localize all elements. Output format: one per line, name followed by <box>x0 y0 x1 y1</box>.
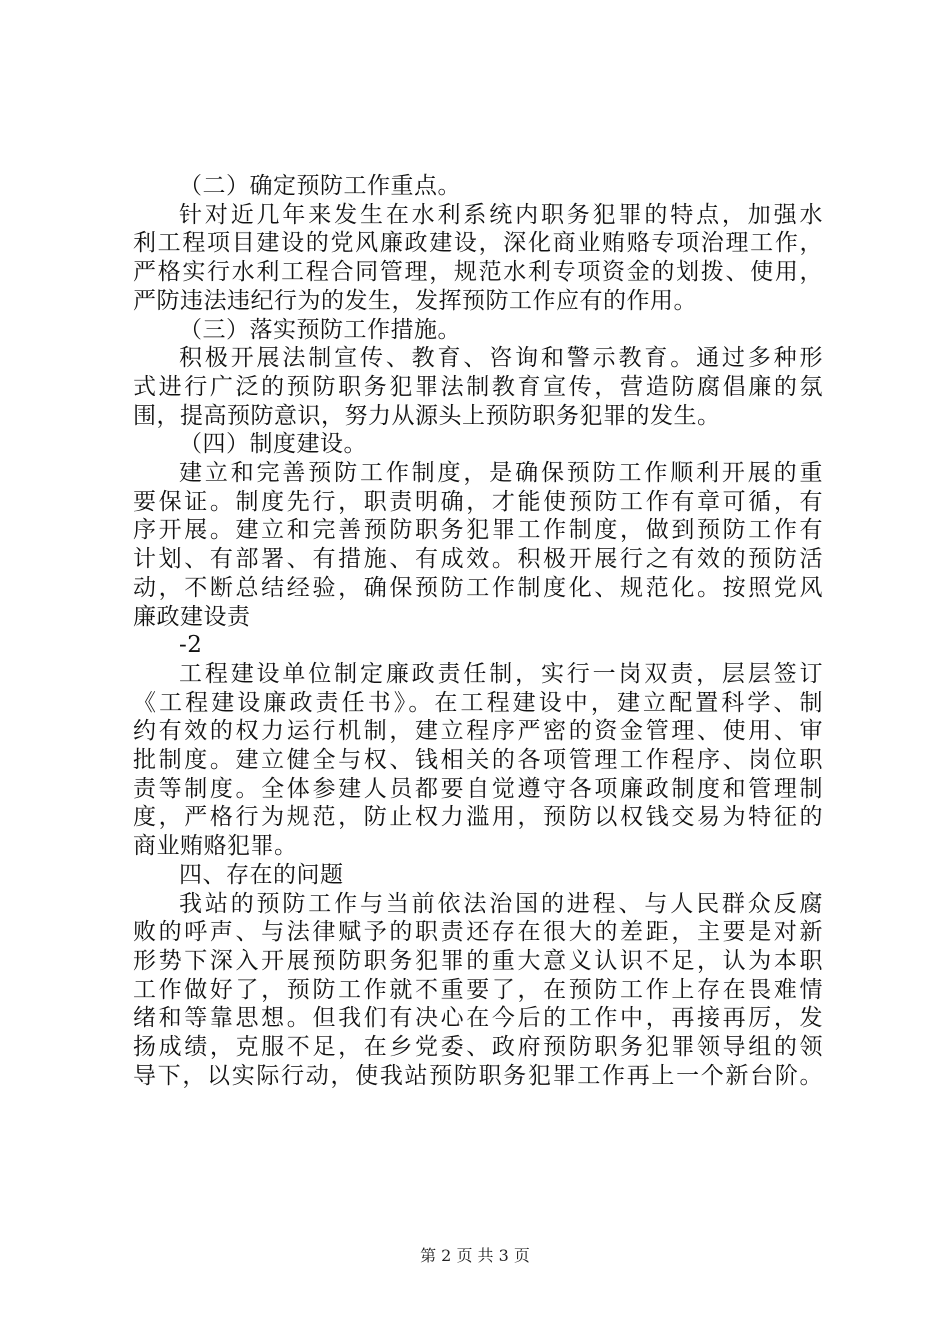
text-line: 式进行广泛的预防职务犯罪法制教育宣传，营造防腐倡廉的氛 <box>133 373 823 400</box>
text-line: 建立和完善预防工作制度，是确保预防工作顺利开展的重 <box>179 460 823 487</box>
text-line: 商业贿赂犯罪。 <box>133 833 298 860</box>
text-line: 四、存在的问题 <box>179 861 344 888</box>
text-line: 败的呼声、与法律赋予的职责还存在很大的差距，主要是对新 <box>133 919 823 946</box>
text-line: 度，严格行为规范，防止权力滥用，预防以权钱交易为特征的 <box>133 804 823 831</box>
text-line: （二）确定预防工作重点。 <box>179 173 461 199</box>
text-line: 动，不断总结经验，确保预防工作制度化、规范化。按照党风 <box>133 574 823 601</box>
text-line: 工程建设单位制定廉政责任制，实行一岗双责，层层签订 <box>179 660 823 687</box>
text-line: 要保证。制度先行，职责明确，才能使预防工作有章可循，有 <box>133 488 823 515</box>
text-line: （四）制度建设。 <box>179 431 367 458</box>
text-line: 积极开展法制宣传、教育、咨询和警示教育。通过多种形 <box>179 345 823 372</box>
text-line: 扬成绩，克服不足，在乡党委、政府预防职务犯罪领导组的领 <box>133 1034 823 1061</box>
text-line: 约有效的权力运行机制，建立程序严密的资金管理、使用、审 <box>133 718 823 745</box>
text-line: （三）落实预防工作措施。 <box>179 316 461 343</box>
text-line: 围，提高预防意识，努力从源头上预防职务犯罪的发生。 <box>133 402 721 429</box>
text-line: 针对近几年来发生在水利系统内职务犯罪的特点，加强水 <box>179 201 823 228</box>
text-line: 《工程建设廉政责任书》。在工程建设中，建立配置科学、制 <box>133 689 823 716</box>
text-line: 工作做好了，预防工作就不重要了，在预防工作上存在畏难情 <box>133 976 823 1003</box>
text-line: 责等制度。全体参建人员都要自觉遵守各项廉政制度和管理制 <box>133 775 823 802</box>
text-line: 廉政建设责 <box>133 603 251 630</box>
text-line: 批制度。建立健全与权、钱相关的各项管理工作程序、岗位职 <box>133 747 823 774</box>
text-line: 绪和等靠思想。但我们有决心在今后的工作中，再接再厉，发 <box>133 1005 823 1032</box>
text-line: 严格实行水利工程合同管理，规范水利专项资金的划拨、使用， <box>133 259 823 286</box>
text-line: 序开展。建立和完善预防职务犯罪工作制度，做到预防工作有 <box>133 517 823 544</box>
text-line: 利工程项目建设的党风廉政建设，深化商业贿赂专项治理工作， <box>133 230 823 257</box>
text-line: 我站的预防工作与当前依法治国的进程、与人民群众反腐 <box>179 890 823 917</box>
document-body <box>133 172 823 1091</box>
text-line: -2 <box>179 632 203 659</box>
text-line: 计划、有部署、有措施、有成效。积极开展行之有效的预防活 <box>133 546 823 573</box>
text-line: 形势下深入开展预防职务犯罪的重大意义认识不足，认为本职 <box>133 947 823 974</box>
page-footer: 第 2 页 共 3 页 <box>420 1246 530 1265</box>
text-line: 严防违法违纪行为的发生，发挥预防工作应有的作用。 <box>133 287 697 314</box>
text-line: 导下，以实际行动，使我站预防职务犯罪工作再上一个新台阶。 <box>133 1062 823 1089</box>
